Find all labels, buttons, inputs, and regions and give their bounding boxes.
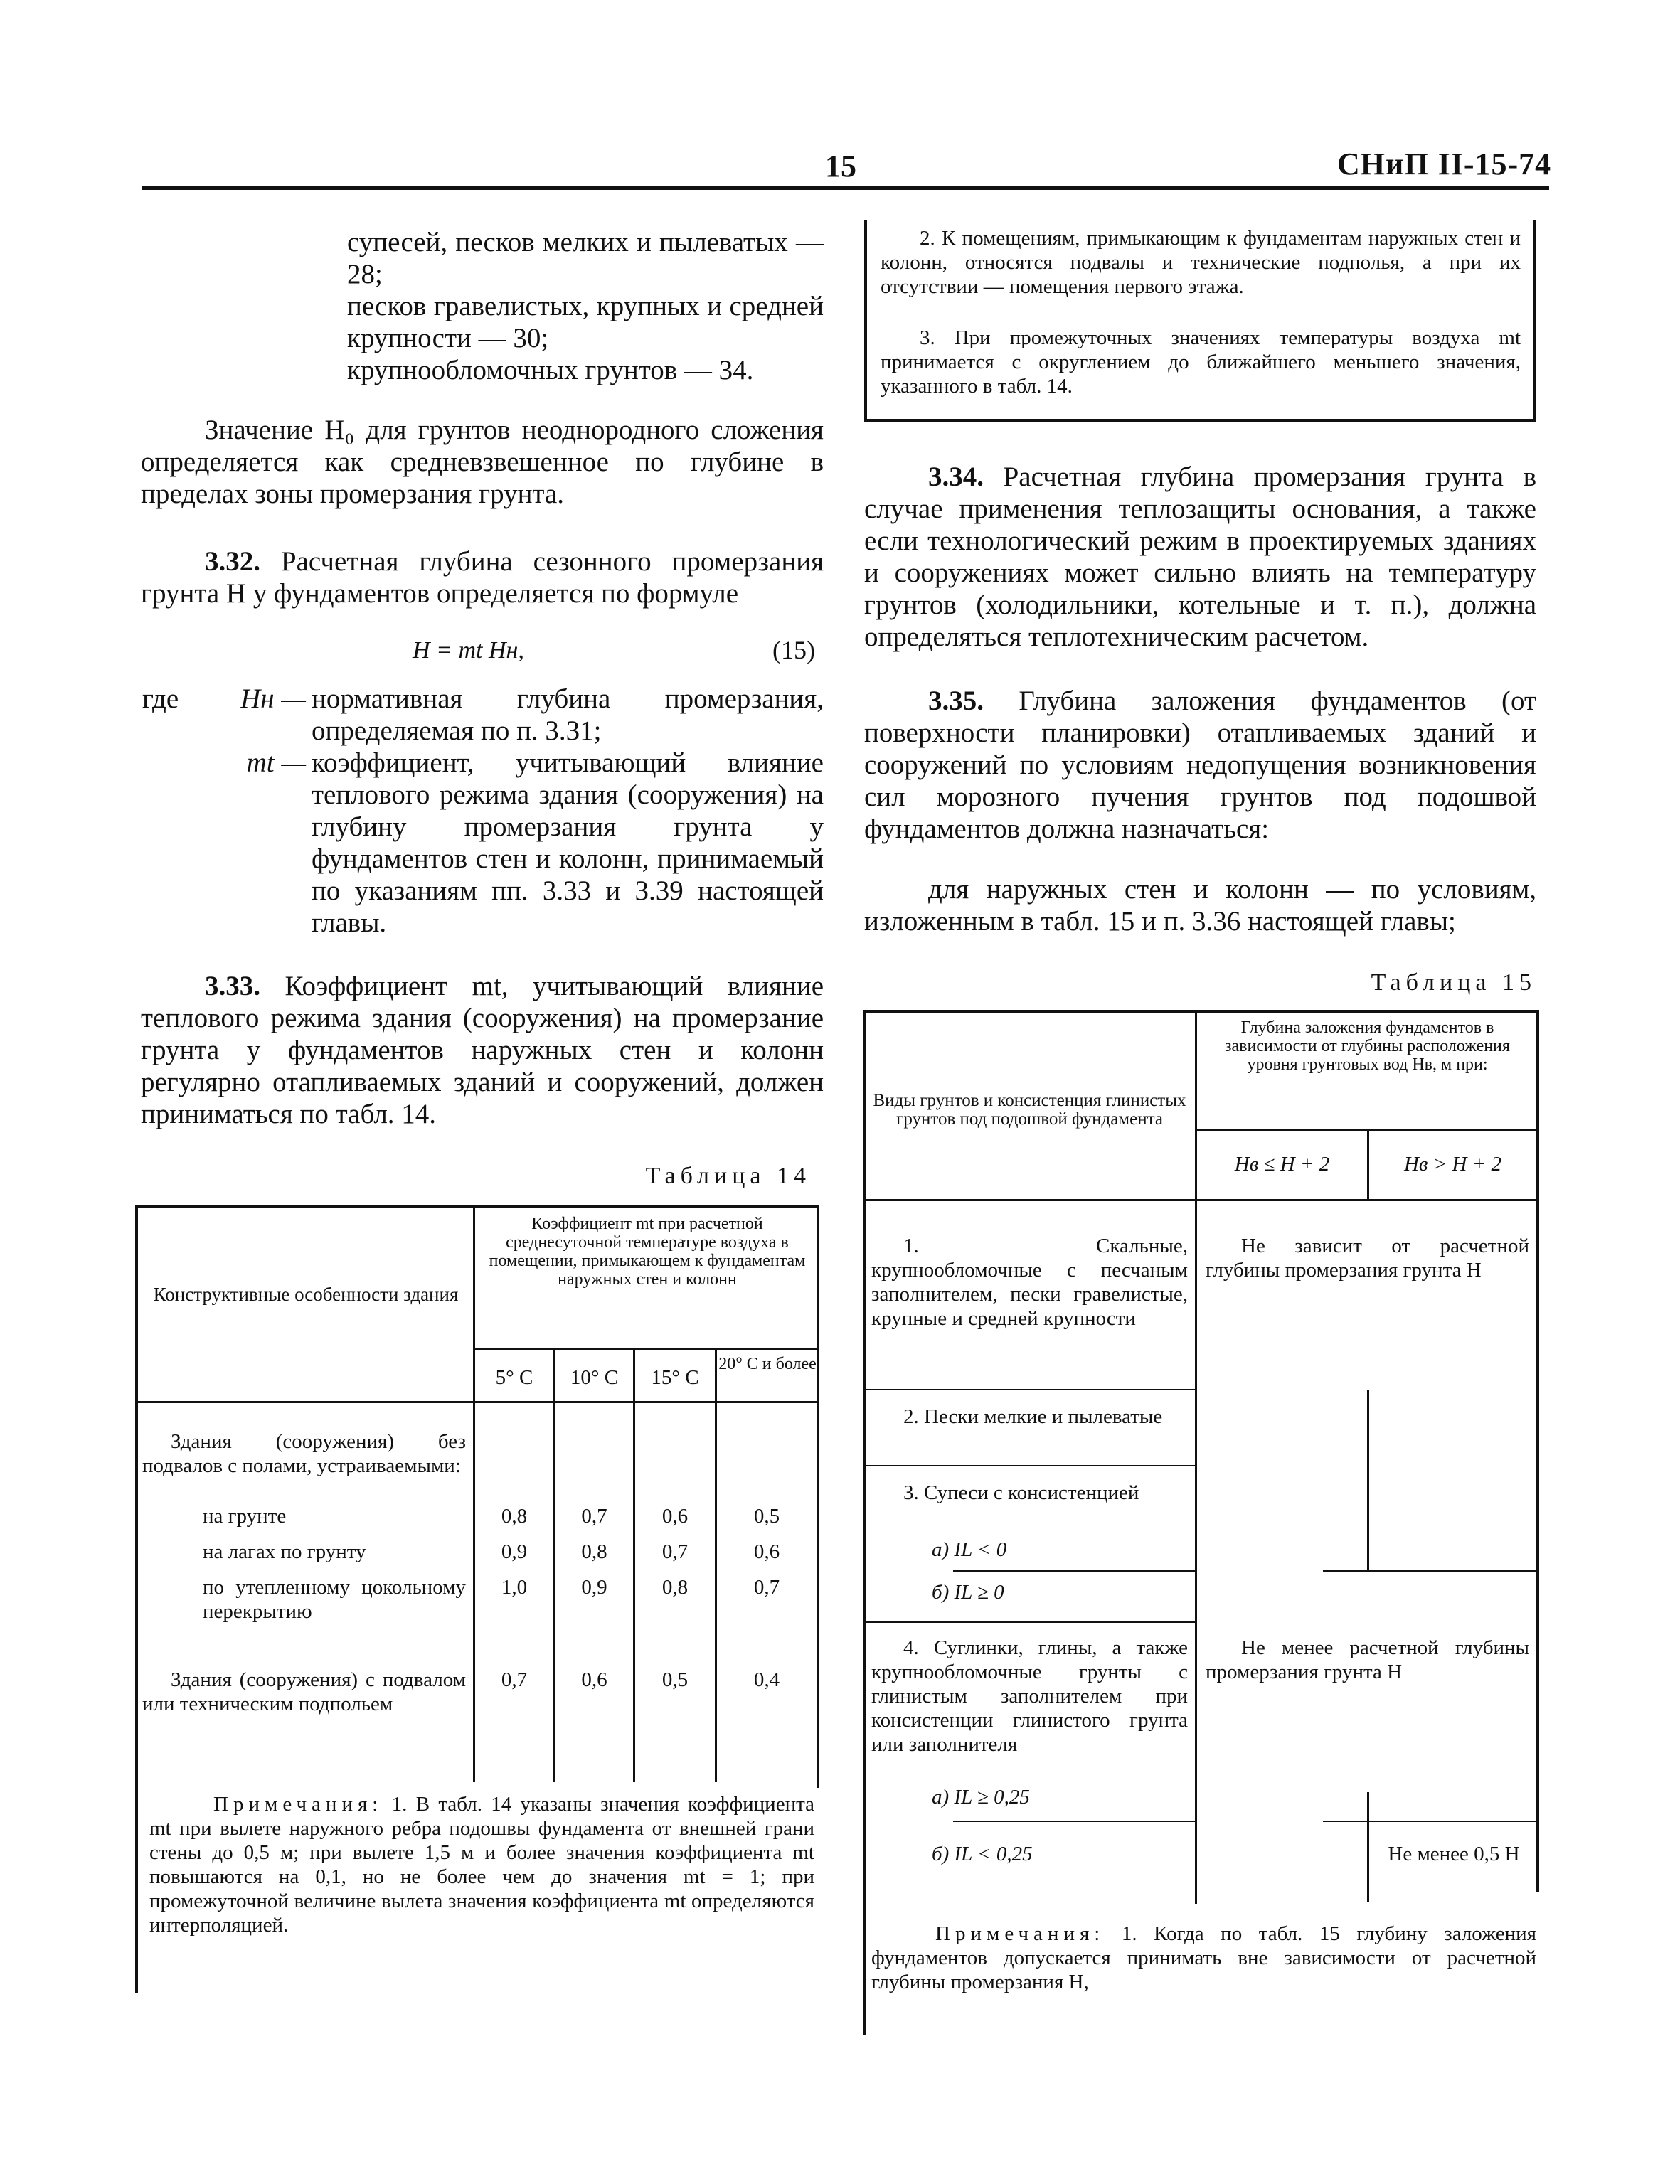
table-rule (1367, 1390, 1369, 1570)
column-header: Конструктивные особенности здания (153, 1284, 459, 1305)
soil-subrow: а) IL ≥ 0,25 (932, 1786, 1030, 1809)
section-3-32 (141, 545, 824, 609)
table-rule (953, 1821, 1195, 1822)
table-rule (473, 1206, 475, 1782)
table-cell: 0,8 (501, 1505, 528, 1528)
table-rule (553, 1348, 555, 1782)
section-3-35-item: для наружных стен и колонн — по условиям, изложенным в табл. 15 и п. 3.36 настоящей главы; (864, 874, 1536, 937)
table-cell: 0,7 (501, 1668, 528, 1691)
table-cell: 0,7 (753, 1576, 780, 1599)
soil-row: 2. Пески мелкие и пылеватые (903, 1405, 1163, 1428)
table-14-caption: Таблица 14 (645, 1163, 811, 1189)
column-header: Виды грунтов и консистенция глинистых грунтов под подошвой фундамента (873, 1091, 1186, 1129)
table-rule (1367, 1792, 1369, 1902)
formula-number: (15) (772, 636, 815, 664)
table-14-notes (149, 1792, 814, 1937)
table-rule (864, 1389, 1195, 1390)
table-14-note-3: 3. При промежуточных значениях температуры воздуха mt принимается с округлением до ближайшего меньшего значения, указанного в табл. 14. (881, 326, 1521, 398)
column-header: Глубина заложения фундаментов в зависимости от глубины расположения уровня грунтовых вод Hв, м при: (1225, 1018, 1510, 1074)
temperature-header: 15° С (651, 1366, 699, 1389)
table-rule (1195, 1011, 1197, 1904)
notes-text: 1. Когда по табл. 15 глубину заложения фундаментов допускается принимать вне зависимости от расчетной глубины промерзания H, (871, 1922, 1536, 1993)
row-label: на грунте (203, 1505, 287, 1528)
definition-text: коэффициент, учитывающий влияние теплового режима здания (сооружения) на глубину промерзания грунта у фундаментов стен и колонн, принимаемый по указаниям пп. 3.33 и 3.39 настоящей главы. (312, 747, 824, 938)
section-text: Расчетная глубина сезонного промерзания грунта H у фундаментов определяется по формуле (141, 546, 824, 609)
document-code: СНиП II-15-74 (1337, 147, 1552, 181)
depth-value: Не менее расчетной глубины промерзания грунта H (1206, 1636, 1529, 1683)
row-label: по утепленному цокольному перекрытию (203, 1576, 466, 1623)
notes-label: Примечания: (213, 1793, 383, 1816)
section-number: 3.33. (205, 971, 260, 1001)
table-rule (473, 1348, 818, 1350)
table-rule (633, 1348, 635, 1782)
table-cell: 0,5 (753, 1505, 780, 1528)
notes-label: Примечания: (935, 1922, 1105, 1945)
section-text: Расчетная глубина промерзания грунта в случае применения теплозащиты основания, а также если технологический режим в проектируемых зданиях и сооружениях может сильно влиять на температуру грунтов (холодильники, котельные и т. п.), должна определяться теплотехническим расчетом. (864, 462, 1536, 652)
soil-row: 4. Суглинки, глины, а также крупнообломочные грунты с глинистым заполнителем при консистенции глинистого грунта или заполнителя (871, 1636, 1188, 1756)
table-cell: 0,6 (753, 1540, 780, 1563)
table-rule (1323, 1570, 1536, 1572)
soil-subrow: а) IL < 0 (932, 1538, 1007, 1561)
table-rule (135, 1205, 819, 1208)
soil-subrow: б) IL < 0,25 (932, 1843, 1033, 1865)
formula: H = mt Hн, (413, 637, 524, 664)
definition-symbol: Hн — (240, 683, 306, 714)
table-14-note-2: 2. К помещениям, примыкающим к фундаментам наружных стен и колонн, относятся подвалы и технические подполья, а при их отсутствии — помещения первого этажа. (881, 227, 1521, 298)
table-rule (864, 1199, 1537, 1201)
table-rule (863, 1010, 866, 2035)
table-rule (715, 1348, 717, 1782)
definition-symbol: mt — (246, 747, 306, 778)
list-item: крупнообломочных грунтов — 34. (347, 355, 754, 385)
table-cell: 0,8 (581, 1540, 607, 1563)
section-3-35 (864, 685, 1536, 845)
table-rule (1323, 1821, 1536, 1822)
depth-value: Не менее 0,5 H (1388, 1843, 1520, 1865)
table-rule (137, 1401, 818, 1403)
table-rule (863, 1010, 1538, 1013)
paragraph-h0: Значение H₀ для грунтов неоднородного сложения определяется как средневзвешенное по глубине в пределах зоны промерзания грунта. (141, 415, 824, 509)
table-cell: 0,9 (581, 1576, 607, 1599)
table-cell: 0,6 (661, 1505, 689, 1528)
table-cell: 1,0 (501, 1576, 528, 1599)
table-cell: 0,8 (661, 1576, 689, 1599)
table-15-caption: Таблица 15 (1371, 969, 1536, 996)
table-cell: 0,9 (501, 1540, 528, 1563)
section-number: 3.35. (928, 686, 984, 716)
depth-value: Не зависит от расчетной глубины промерзания грунта H (1206, 1235, 1529, 1282)
soil-row: 1. Скальные, крупнообломочные с песчаным заполнителем, пески гравелистые, крупные и средней крупности (871, 1235, 1188, 1330)
soil-subrow: б) IL ≥ 0 (932, 1581, 1004, 1604)
soil-row: 3. Супеси с консистенцией (903, 1481, 1139, 1504)
temperature-header: 5° С (495, 1366, 533, 1389)
list-item: супесей, песков мелких и пылеватых — 28; (347, 227, 824, 289)
row-label: на лагах по грунту (203, 1540, 366, 1563)
row-group-label: Здания (сооружения) без подвалов с полами, устраиваемыми: (142, 1430, 466, 1477)
page-number: 15 (825, 149, 856, 183)
section-number: 3.32. (205, 546, 260, 577)
table-rule (817, 1205, 819, 1788)
table-cell: 0,7 (581, 1505, 607, 1528)
notes-text: 1. В табл. 14 указаны значения коэффициента mt при вылете наружного ребра подошвы фундамента от внешней грани стены до 0,5 м; при вылете 1,5 м и более значения коэффициента mt повышаются на 0,1, но не более чем до значения mt = 1; при промежуточной величине вылета значения коэффициента mt определяются интерполяцией. (149, 1793, 814, 1937)
table-cell: 0,5 (661, 1668, 689, 1691)
column-subheader: Hв > H + 2 (1403, 1153, 1502, 1176)
table-cell: 0,4 (753, 1668, 780, 1691)
column-header: Коэффициент mt при расчетной среднесуточной температуре воздуха в помещении, примыкающем к фундаментам наружных стен и колонн (489, 1215, 806, 1289)
column-subheader: Hв ≤ H + 2 (1234, 1153, 1330, 1176)
section-text: Коэффициент mt, учитывающий влияние теплового режима здания (сооружения) на промерзание грунта у фундаментов наружных стен и колонн регулярно отапливаемых зданий и сооружений, должен приниматься по табл. 14. (141, 971, 824, 1129)
frost-depth-list (347, 226, 824, 386)
row-label: Здания (сооружения) с подвалом или техническим подпольем (142, 1668, 466, 1715)
table-15-notes (871, 1922, 1536, 1994)
list-item: песков гравелистых, крупных и средней крупности — 30; (347, 291, 824, 353)
table-rule (135, 1205, 138, 1993)
table-rule (1195, 1129, 1538, 1131)
section-3-33 (141, 970, 824, 1130)
table-rule (953, 1570, 1195, 1572)
section-3-34 (864, 461, 1536, 653)
temperature-header: 10° С (570, 1366, 619, 1389)
table-cell: 0,6 (581, 1668, 607, 1691)
header-rule (142, 186, 1549, 190)
table-cell: 0,7 (661, 1540, 689, 1563)
temperature-header: 20° С и более (718, 1355, 817, 1373)
table-rule (1536, 1010, 1539, 1892)
section-number: 3.34. (928, 462, 984, 492)
where-label: где (142, 683, 179, 714)
section-text: Глубина заложения фундаментов (от поверхности планировки) отапливаемых зданий и сооружений по условиям недопущения возникновения сил морозного пучения грунтов под подошвой фундаментов должна назначаться: (864, 686, 1536, 844)
table-rule (864, 1621, 1195, 1623)
definition-text: нормативная глубина промерзания, определяемая по п. 3.31; (312, 683, 824, 746)
table-rule (864, 1465, 1195, 1466)
